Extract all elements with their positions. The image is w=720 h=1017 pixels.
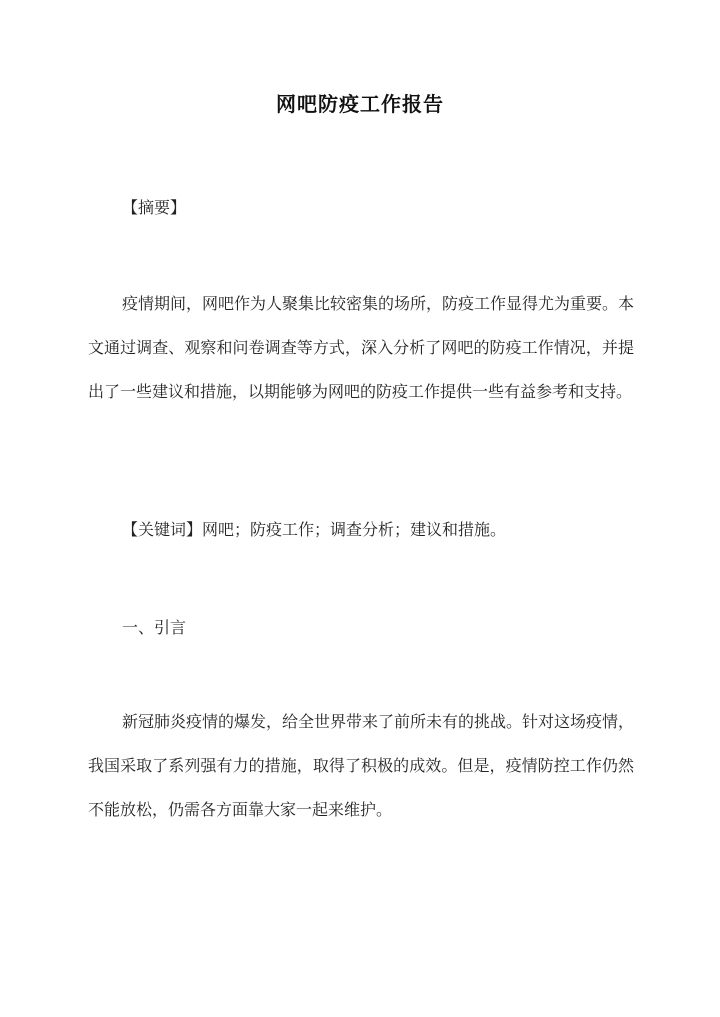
section-1-paragraph: 新冠肺炎疫情的爆发，给全世界带来了前所未有的挑战。针对这场疫情，我国采取了系列强有力的措施，取得了积极的成效。但是，疫情防控工作仍然不能放松，仍需各方面靠大家一起来维护。 bbox=[88, 712, 635, 819]
abstract-paragraph: 疫情期间，网吧作为人聚集比较密集的场所，防疫工作显得尤为重要。本文通过调查、观察和问卷调查等方式，深入分析了网吧的防疫工作情况，并提出了一些建议和措施，以期能够为网吧的防疫工作提供一些有益参考和支持。 bbox=[88, 294, 635, 401]
document-title: 网吧防疫工作报告 bbox=[276, 92, 444, 116]
section-1-heading: 一、引言 bbox=[122, 618, 187, 637]
abstract-heading: 【摘要】 bbox=[122, 198, 187, 217]
keywords-line: 【关键词】网吧；防疫工作；调查分析；建议和措施。 bbox=[122, 520, 507, 539]
